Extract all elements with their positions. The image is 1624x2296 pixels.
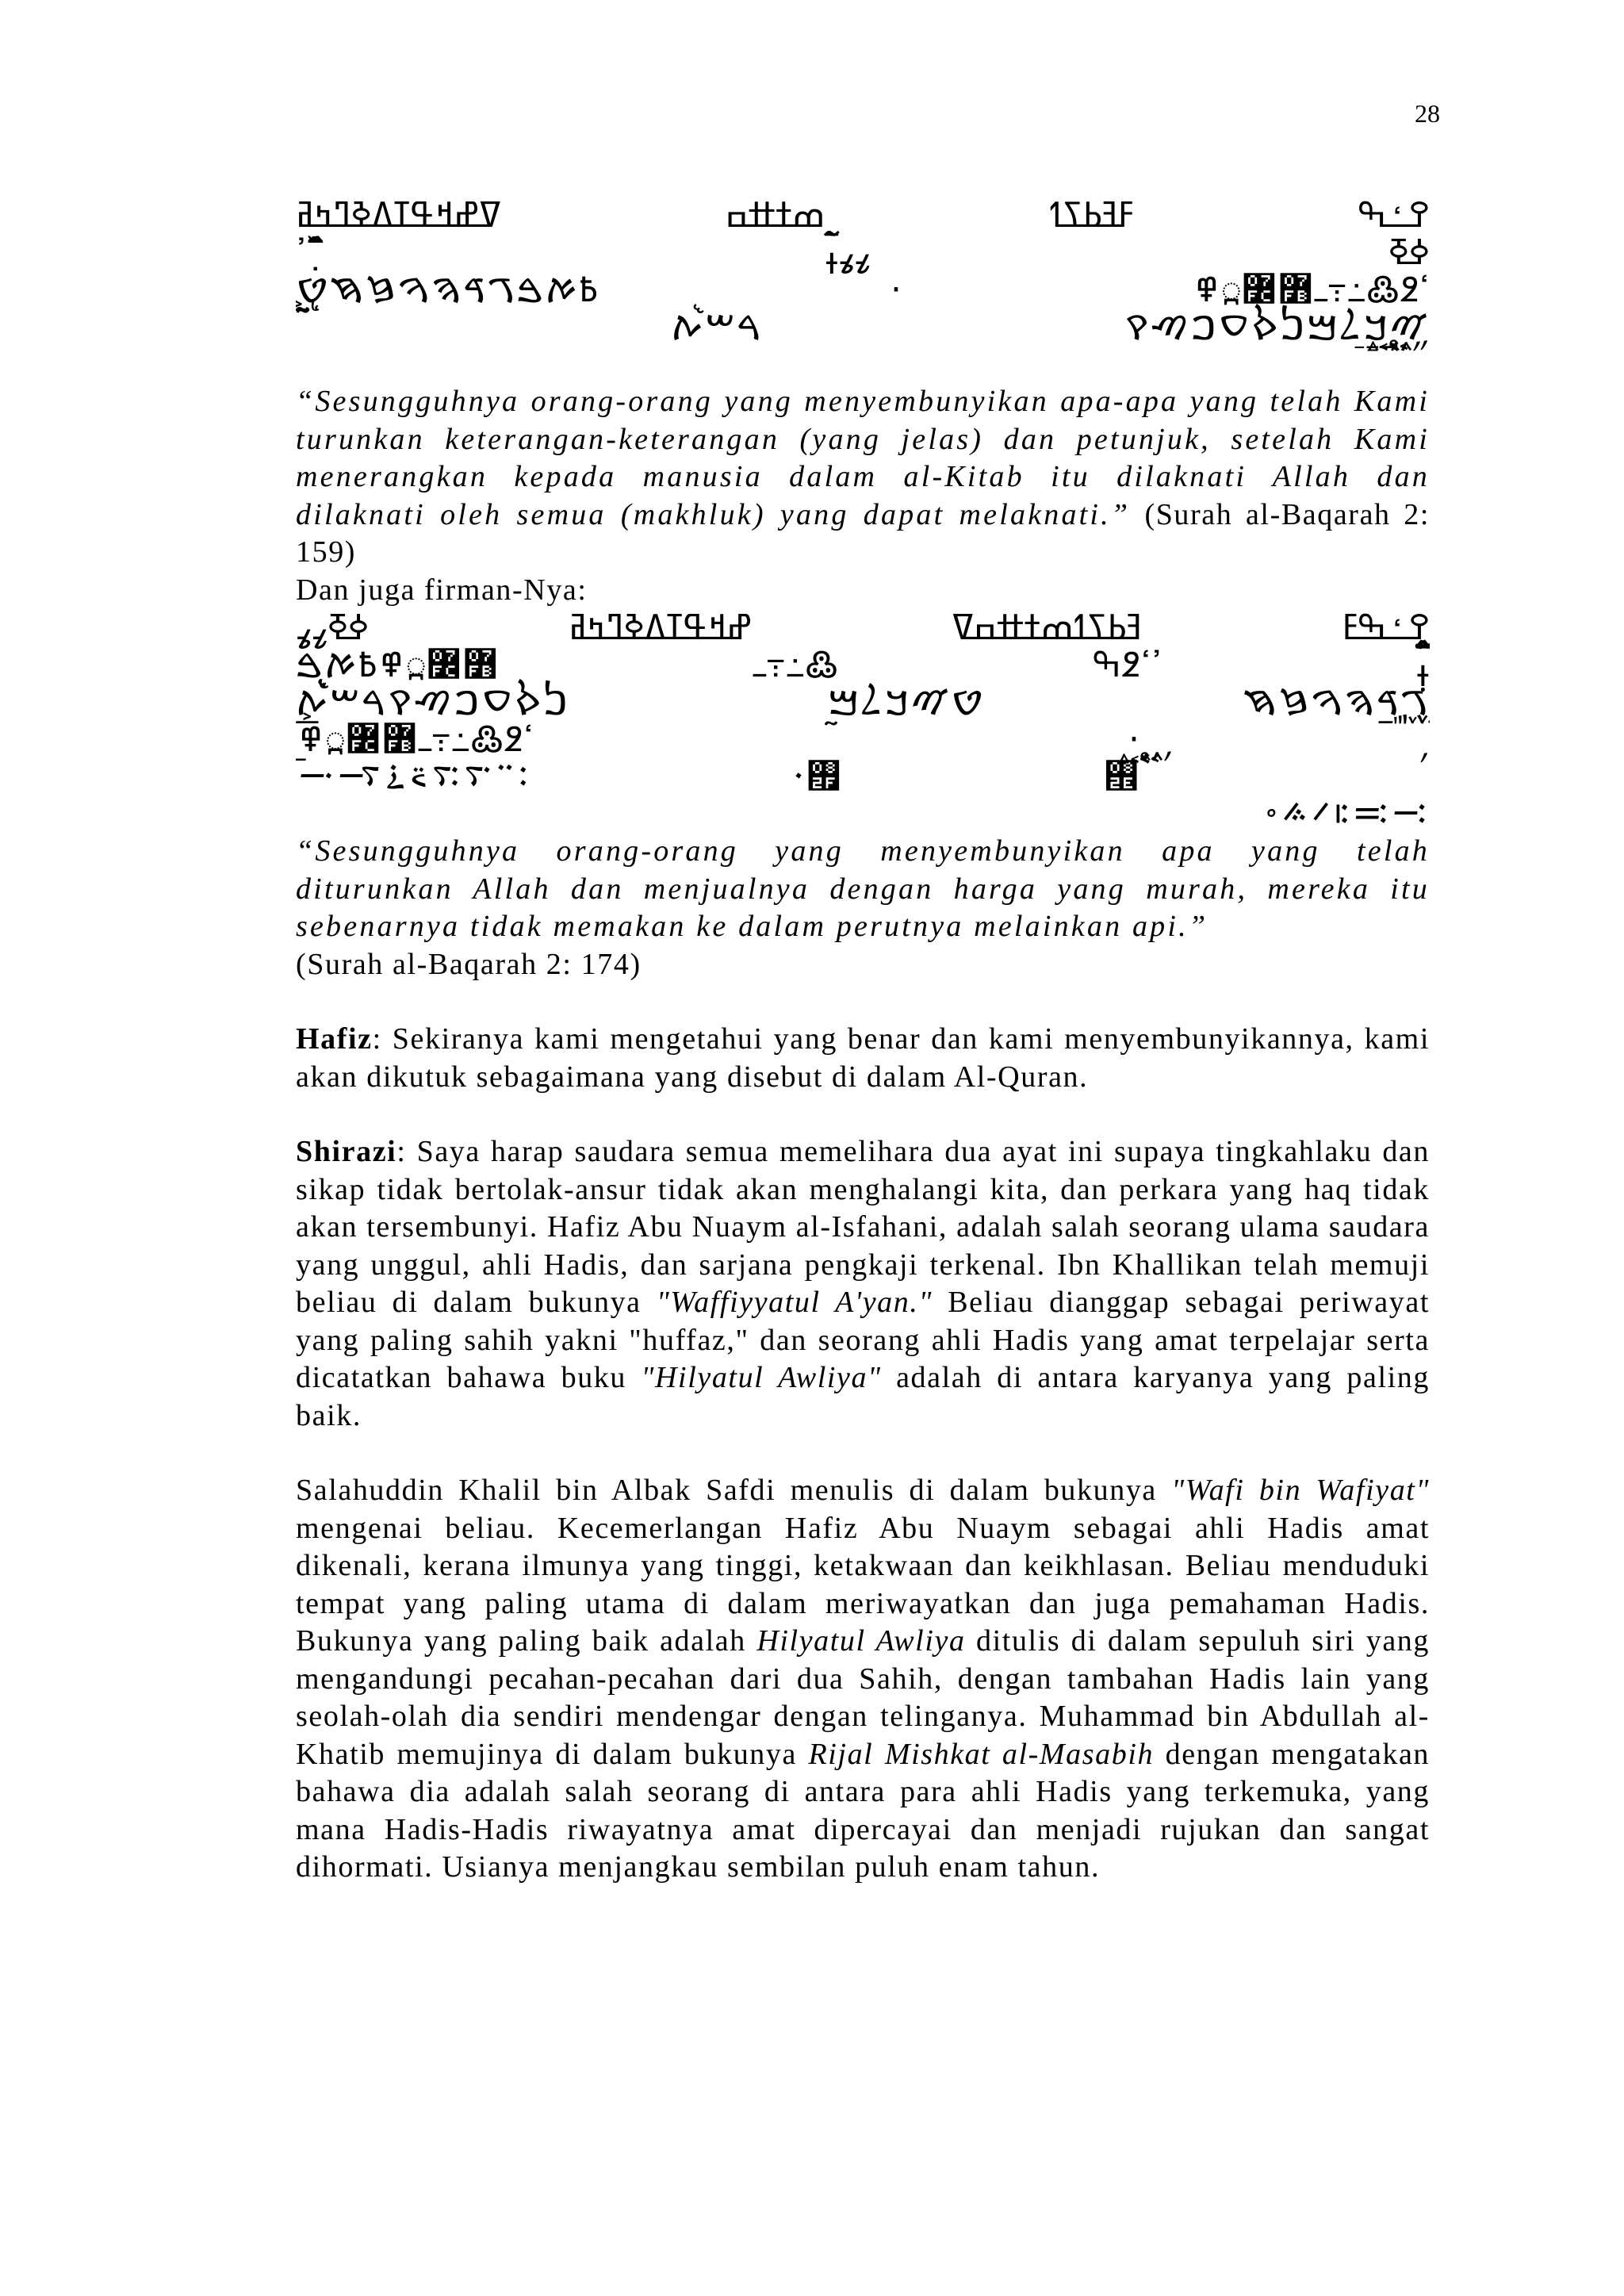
verse-reference: (Surah al-Baqarah 2: 174) [296, 947, 642, 981]
arabic-line: ࠢࠣࠤ ࠥࠦࠧࠨࠩࠪࠫࠬ࠭࠮ ࠯࠰ ࠱࠲࠳࠴࠵࠶࠷࠸ [296, 757, 1430, 797]
paragraph-text: Beliau dianggap sebagai periwayat yang paling sahih yakni "huffaz," dan seorang ahli Hadis yang amat terpelajar serta dicatatkan bahawa buku [296, 1286, 1430, 1394]
paragraph-text: : Saya harap saudara semua memelihara dua ayat ini supaya tingkahlaku dan sikap tidak bertolak-ansur tidak akan menghalangi kita, dan perkara yang haq tidak akan tersembunyi. Hafiz Abu Nuaym al-Isfahani, adalah salah seorang ulama saudara yang unggul, ahli Hadis, dan sarjana pengkaji terkenal. Ibn Khallikan telah memuji beliau di dalam bukunya [296, 1135, 1430, 1319]
paragraph-text: mengenai beliau. Kecemerlangan Hafiz Abu Nuaym sebagai ahli Hadis amat dikenali, kerana ilmunya yang tinggi, ketakwaan dan keikhlasan. Beliau menduduki tempat yang paling utama di dalam meriwayatkan dan juga pemahaman Hadis. Bukunya yang paling baik adalah [296, 1511, 1430, 1658]
book-title: "Waffiyyatul A'yan." [656, 1286, 933, 1319]
arabic-verse-1 [296, 197, 1430, 383]
book-title: Rijal Mishkat al-Masabih [808, 1737, 1155, 1771]
speaker-name: Hafiz [296, 1022, 373, 1056]
verse-2-translation [296, 833, 1430, 983]
page-content [296, 197, 1430, 1887]
speaker-name: Shirazi [296, 1135, 397, 1168]
translation-text: “Sesungguhnya orang-orang yang menyembunyikan apa-apa yang telah Kami turunkan keterangan-keterangan (yang jelas) dan petunjuk, setelah Kami menerangkan kepada manusia dalam al-Kitab itu dilaknati Allah dan dilaknati oleh semua (makhluk) yang dapat melaknati.” [296, 385, 1430, 531]
arabic-line: ߵ߶߷߸߹ߺ߻߼߽߾ · ߿ࠀࠁࠂࠃࠄࠅࠆࠇࠈ [296, 270, 1430, 310]
paragraph-text: adalah di antara karyanya yang paling baik. [296, 1361, 1430, 1432]
arabic-line: ߐߑߒ ߓߔߕߖߗ ߘߙߚߛ ߜߝߞߟߠߡߢߣߤߥ [296, 197, 1430, 236]
paragraph-salahuddin [296, 1472, 1430, 1887]
arabic-line: ࠘࠙ࠚ ߵ߶߷߸߹ߺ߻߼߽߾ · ࠛࠜࠝࠞࠟࠠࠡ [296, 719, 1430, 760]
arabic-line: ߐߑߒߓ ߔߕߖߗߘߙߚߛߜ ߝߞߟߠߡߢߣߤߥ ߦߧߨߩ [296, 609, 1430, 648]
book-title: "Wafi bin Wafiyat" [1171, 1474, 1431, 1507]
arabic-line: ߪ߲߫߬߭߮߯߰߱߳ ߴߵ߶ߒ ߷߸߹ߺ ߻߼߽߾߿ࠀࠁ [296, 645, 1430, 685]
paragraph-text: Salahuddin Khalil bin Albak Safdi menulis di dalam bukunya [296, 1474, 1172, 1507]
arabic-line: ࠹࠺࠻࠼࠽࠾ [1264, 794, 1430, 833]
verse-reference: (Surah al-Baqarah 2: 159) [296, 497, 1430, 569]
page-number: 28 [1415, 99, 1440, 128]
paragraph-text: dengan mengatakan bahawa dia adalah salah seorang di antara para ahli Hadis yang terkemuka, yang mana Hadis-Hadis riwayatnya amat dipercayai dan menjadi rujukan dan sangat dihormati. Usianya menjangkau sembilan puluh enam tahun. [296, 1737, 1431, 1884]
arabic-verse-2 [296, 609, 1430, 833]
book-title: "Hilyatul Awliya" [641, 1361, 882, 1394]
paragraph-text: ditulis di dalam sepuluh siri yang mengandungi pecahan-pecahan dari dua Sahih, dengan tambahan Hadis lain yang seolah-olah dia sendiri mendengar dengan telinganya. Muhammad bin Abdullah al-Khatib memujinya di dalam bukunya [296, 1624, 1431, 1771]
paragraph-text: : Sekiranya kami mengetahui yang benar dan kami menyembunyikannya, kami akan dikutuk sebagaimana yang disebut di dalam Al-Quran. [296, 1022, 1430, 1094]
translation-text: “Sesungguhnya orang-orang yang menyembunyikan apa yang telah diturunkan Allah dan menjualnya dengan harga yang murah, mereka itu sebenarnya tidak memakan ke dalam perutnya melainkan api.” [296, 834, 1430, 943]
book-title: Hilyatul Awliya [756, 1624, 966, 1658]
paragraph-shirazi [296, 1133, 1430, 1435]
arabic-line: ࠉࠊࠋࠌࠍࠎࠏࠐࠑࠒ ࠓࠔࠕࠖ ࠗ࠘࠙ࠚࠛࠜࠝࠞࠟ [296, 307, 1430, 347]
arabic-line: ࠂࠃࠄࠅࠆࠇ ࠈࠉࠊࠋࠌ ࠍࠎࠏࠐࠑࠒࠓࠔࠕࠖࠗ [296, 682, 1430, 723]
intro-line: Dan juga firman-Nya: [296, 573, 588, 607]
paragraph-hafiz [296, 1021, 1430, 1096]
arabic-line: ࠠࠡࠢࠣࠤࠥࠦࠧࠨࠩࠪࠫࠬ࠭ [1388, 344, 1430, 383]
arabic-line: ߦߧ ߨߩߪ߫߬߭ ߲߮߯߰߱߳ߴ [296, 232, 1430, 273]
verse-1-translation [296, 383, 1430, 572]
